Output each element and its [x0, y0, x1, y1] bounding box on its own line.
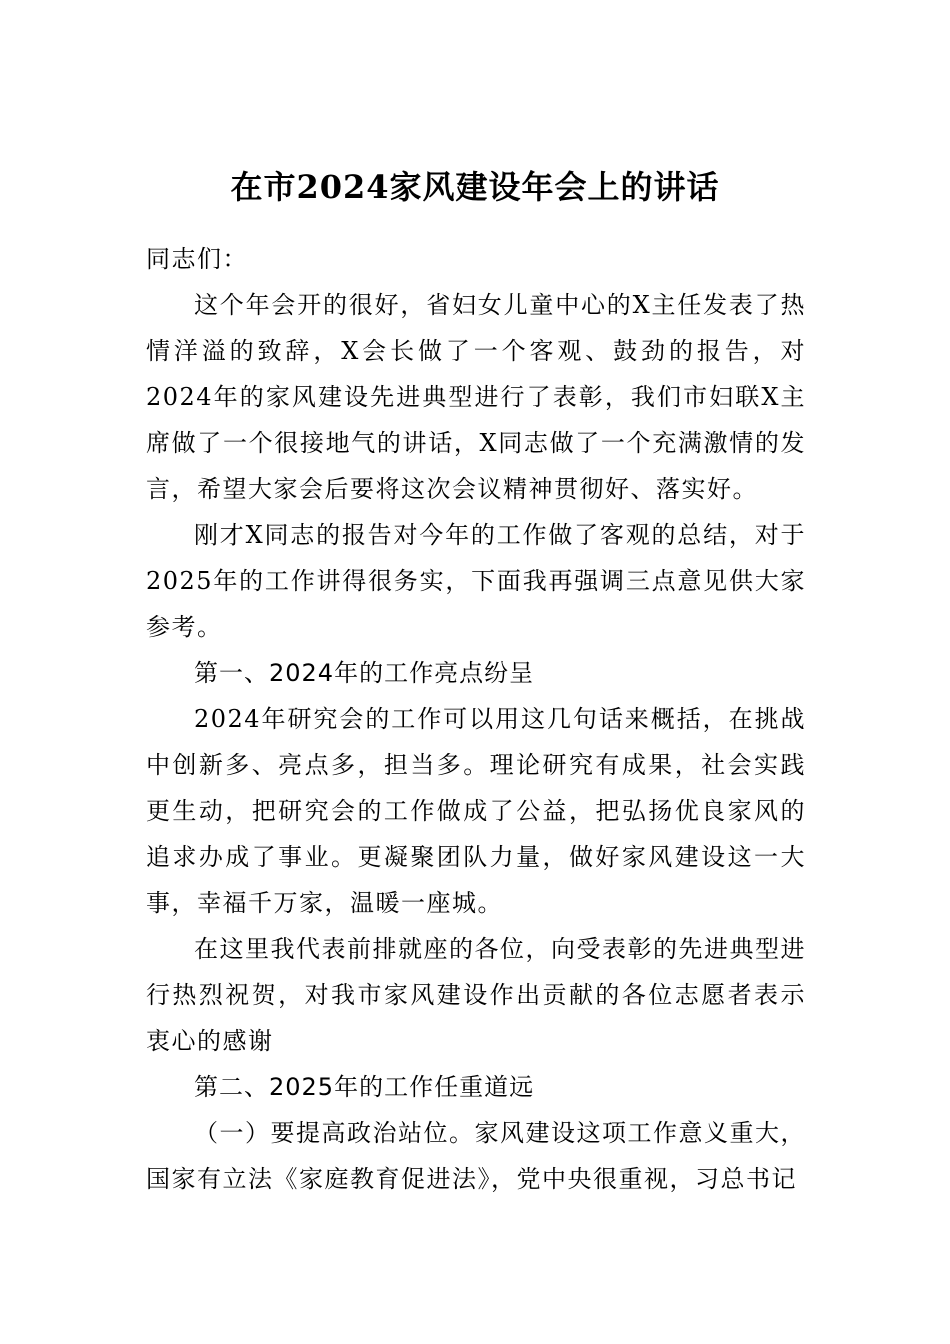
subpoint-lead: （一）要提高政治站位。: [194, 1119, 475, 1147]
paragraph-opening: 这个年会开的很好，省妇女儿童中心的X主任发表了热情洋溢的致辞，X会长做了一个客观、鼓劲的报告，对2024年的家风建设先进典型进行了表彰，我们市妇联X主席做了一个很接地气的讲话，X同志做了一个充满激情的发言，希望大家会后要将这次会议精神贯彻好、落实好。: [146, 291, 806, 503]
section1-paragraph-2: 在这里我代表前排就座的各位，向受表彰的先进典型进行热烈祝贺，对我市家风建设作出贡献的各位志愿者表示衷心的感谢: [146, 935, 806, 1055]
subpoint-text: 家风建设这项工作意义重大，国家有立法《家庭教育促进法》，党中央很重视，习总书记: [146, 1119, 806, 1193]
section1-paragraph-1: 2024年研究会的工作可以用这几句话来概括，在挑战中创新多、亮点多，担当多。理论研究有成果，社会实践更生动，把研究会的工作做成了公益，把弘扬优良家风的追求办成了事业。更凝聚团队力量，做好家风建设这一大事，幸福千万家，温暖一座城。: [146, 705, 806, 917]
document-body: [146, 236, 806, 1202]
paragraph-summary: 刚才X同志的报告对今年的工作做了客观的总结，对于2025年的工作讲得很务实，下面我再强调三点意见供大家参考。: [146, 521, 806, 641]
section-heading-1: 第一、2024年的工作亮点纷呈: [194, 659, 535, 687]
section-heading-2: 第二、2025年的工作任重道远: [194, 1073, 535, 1101]
salutation: 同志们：: [146, 245, 248, 273]
section2-subpoint-1: [146, 1110, 806, 1202]
document-title: 在市2024家风建设年会上的讲话: [230, 168, 720, 206]
